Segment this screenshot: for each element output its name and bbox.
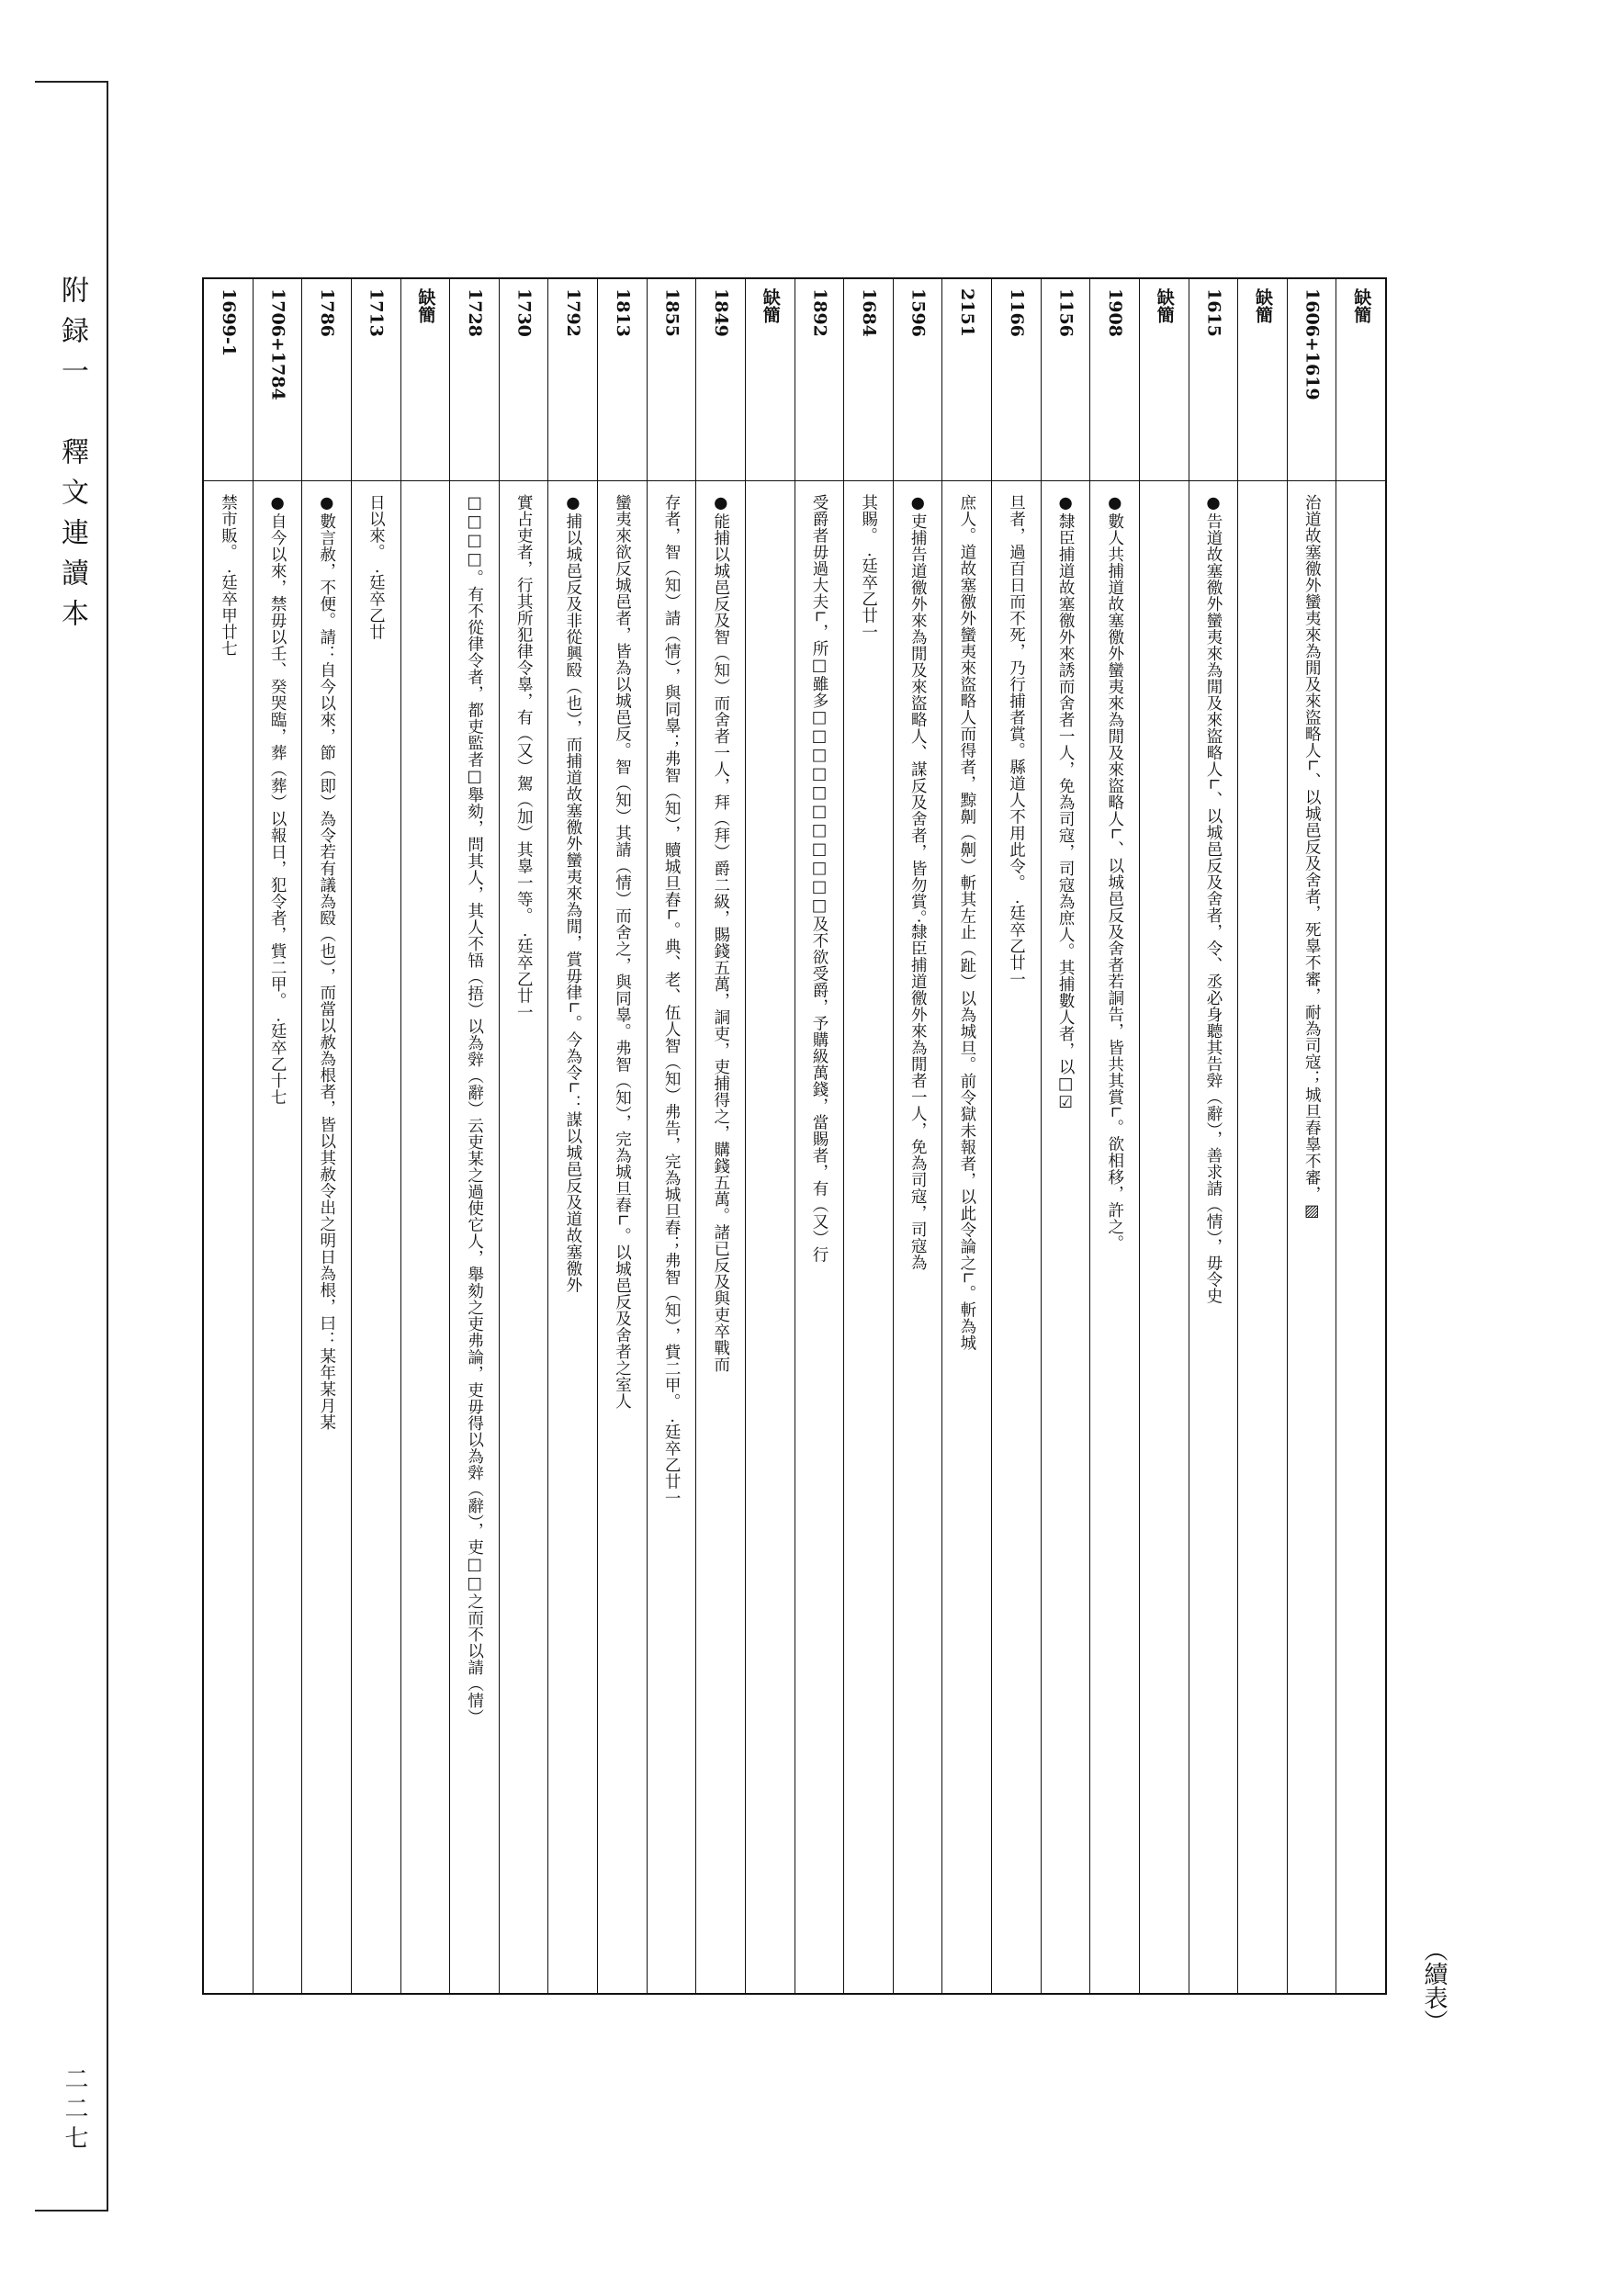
slip-column bbox=[795, 279, 844, 1993]
slip-number: 1699-1 bbox=[204, 279, 253, 481]
slip-column bbox=[893, 279, 942, 1993]
slip-text: ●隸臣捕道故塞徼外來誘而舍者一人，免為司寇，司寇為庶人。其捕數人者，以□☑ bbox=[1056, 494, 1076, 1113]
slip-column bbox=[597, 279, 647, 1993]
page-number: 二二七 bbox=[61, 2066, 88, 2155]
slip-column bbox=[400, 279, 450, 1993]
slip-column bbox=[1336, 279, 1385, 1993]
slip-number: 1813 bbox=[598, 279, 647, 481]
slip-number: 1892 bbox=[795, 279, 844, 481]
slip-column bbox=[1287, 279, 1336, 1993]
slip-number: 1908 bbox=[1090, 279, 1139, 481]
slip-text: □□□□。有不從律令者，都吏監者□舉劾，問其人，其人不啎（捂）以為辤（辭）云吏某之過使它人，舉劾之吏弗論，吏毋得以為辤（辭），吏□□之而不以請（情） bbox=[465, 494, 484, 1726]
slip-number: 1849 bbox=[696, 279, 745, 481]
slip-column bbox=[647, 279, 696, 1993]
slip-column bbox=[204, 279, 253, 1993]
running-head: 附録一 釋文連讀本 bbox=[56, 276, 88, 639]
slip-number: 1786 bbox=[302, 279, 351, 481]
slip-text: 禁市販。 ·廷卒甲廿七 bbox=[219, 494, 238, 658]
slip-text: 庶人。道故塞徼外蠻夷來盜略人而得者，黥劓（劓）斬其左止（趾）以為城旦。前令獄未報者，以此令論之∟。斬為城 bbox=[957, 494, 976, 1352]
slip-column bbox=[449, 279, 499, 1993]
slip-column bbox=[745, 279, 795, 1993]
slip-column bbox=[991, 279, 1041, 1993]
slip-column bbox=[547, 279, 597, 1993]
slip-column bbox=[1189, 279, 1238, 1993]
slip-text bbox=[401, 481, 450, 1993]
slip-number: 缺簡 bbox=[401, 279, 450, 481]
slip-number: 缺簡 bbox=[746, 279, 795, 481]
slip-text: 旦者，過百日而不死，乃行捕者賞。縣道人不用此令。 ·廷卒乙廿一 bbox=[1007, 494, 1026, 988]
slip-number: 1156 bbox=[1042, 279, 1090, 481]
slip-text bbox=[1238, 481, 1287, 1993]
margin-rule-vertical bbox=[107, 81, 108, 2212]
slip-table bbox=[202, 277, 1387, 1995]
slip-column bbox=[1041, 279, 1090, 1993]
slip-number: 2151 bbox=[942, 279, 991, 481]
slip-text: ●自今以來，禁毋以壬、癸哭臨，葬（葬）以報日，犯令者，貲二甲。 ·廷卒乙十七 bbox=[268, 494, 287, 1106]
margin-rule-bottom bbox=[35, 2210, 108, 2212]
slip-number: 1728 bbox=[450, 279, 499, 481]
slip-column bbox=[843, 279, 893, 1993]
slip-column bbox=[499, 279, 548, 1993]
slip-column bbox=[301, 279, 351, 1993]
slip-number: 1713 bbox=[352, 279, 400, 481]
slip-number: 1166 bbox=[992, 279, 1041, 481]
slip-column bbox=[941, 279, 991, 1993]
slip-number: 1606+1619 bbox=[1288, 279, 1336, 481]
slip-column bbox=[1237, 279, 1287, 1993]
slip-text: ●數人共捕道故塞徼外蠻夷來為閒及來盜略人∟、以城邑反及舍者若詷告，皆共其賞∟。欲相移，許之。 bbox=[1105, 494, 1124, 1252]
slip-column bbox=[253, 279, 302, 1993]
slip-number: 缺簡 bbox=[1336, 279, 1385, 481]
slip-number: 缺簡 bbox=[1140, 279, 1189, 481]
slip-text: ●數言赦，不便。請：自今以來，節（即）為令若有議為殹（也），而當以赦為根者，皆以其赦令出之明日為根，曰：某年某月某 bbox=[317, 494, 336, 1431]
margin-rule-top bbox=[35, 81, 107, 83]
slip-text bbox=[746, 481, 795, 1993]
slip-column bbox=[1089, 279, 1139, 1993]
continued-label: （續表） bbox=[1420, 1938, 1448, 2033]
slip-number: 1792 bbox=[548, 279, 597, 481]
slip-text: 存者，智（知）請（情），與同辠；弗智（知），贖城旦舂∟。典、老、伍人智（知）弗告，完為城旦舂；弗智（知），貲二甲。 ·廷卒乙廿一 bbox=[662, 494, 682, 1507]
slip-number: 1730 bbox=[500, 279, 548, 481]
slip-text: ●吏捕告道徼外來為閒及來盜略人、謀反及舍者，皆勿賞。·隸臣捕道徼外來為閒者一人，免為司寇，司寇為 bbox=[908, 494, 928, 1271]
slip-column bbox=[1139, 279, 1189, 1993]
slip-text: 治道故塞徼外蠻夷來為閒及來盜略人∟、以城邑反及舍者，死辠不審，耐為司寇；城旦舂辠不審，▨ bbox=[1302, 494, 1322, 1221]
slip-text: 實占吏者，行其所犯律令辠，有（又）駕（加）其辠一等。 ·廷卒乙廿一 bbox=[514, 494, 534, 1021]
slip-text: 其賜。 ·廷卒乙廿一 bbox=[859, 494, 878, 641]
slip-number: 1615 bbox=[1189, 279, 1238, 481]
slip-text: ●告道故塞徼外蠻夷來為閒及來盜略人∟、以城邑反及舍者，令、丞必身聽其告辤（辭），善求請（情），毋令史 bbox=[1204, 494, 1223, 1305]
slip-number: 1684 bbox=[844, 279, 893, 481]
slip-text: 日以來。 ·廷卒乙廿 bbox=[366, 494, 386, 641]
slip-number: 1706+1784 bbox=[254, 279, 302, 481]
slip-column bbox=[695, 279, 745, 1993]
slip-text: 蠻夷來欲反城邑者，皆為以城邑反。智（知）其請（情）而舍之，與同辠。弗智（知），完為城旦舂∟。以城邑反及舍者之室人 bbox=[613, 494, 632, 1410]
slip-number: 1596 bbox=[894, 279, 942, 481]
slip-column bbox=[351, 279, 400, 1993]
slip-number: 缺簡 bbox=[1238, 279, 1287, 481]
slip-text: ●能捕以城邑反及智（知）而舍者一人，拜（拜）爵二級，賜錢五萬，詷吏，吏捕得之，購錢五萬。諸已反及與吏卒戰而 bbox=[711, 494, 730, 1373]
slip-number: 1855 bbox=[648, 279, 696, 481]
slip-text: ●捕以城邑反及非從興殹（也），而捕道故塞徼外蠻夷來為閒，賞毋律∟。今為令∟：謀以城邑反及道故塞徼外 bbox=[563, 494, 582, 1294]
slip-text bbox=[1140, 481, 1189, 1993]
slip-text bbox=[1336, 481, 1385, 1993]
slip-text: 受爵者毋過大夫∟，所□雖多□□□□□□□□□□□及不欲受爵，予購級萬錢，當賜者，有（又）行 bbox=[810, 494, 828, 1264]
